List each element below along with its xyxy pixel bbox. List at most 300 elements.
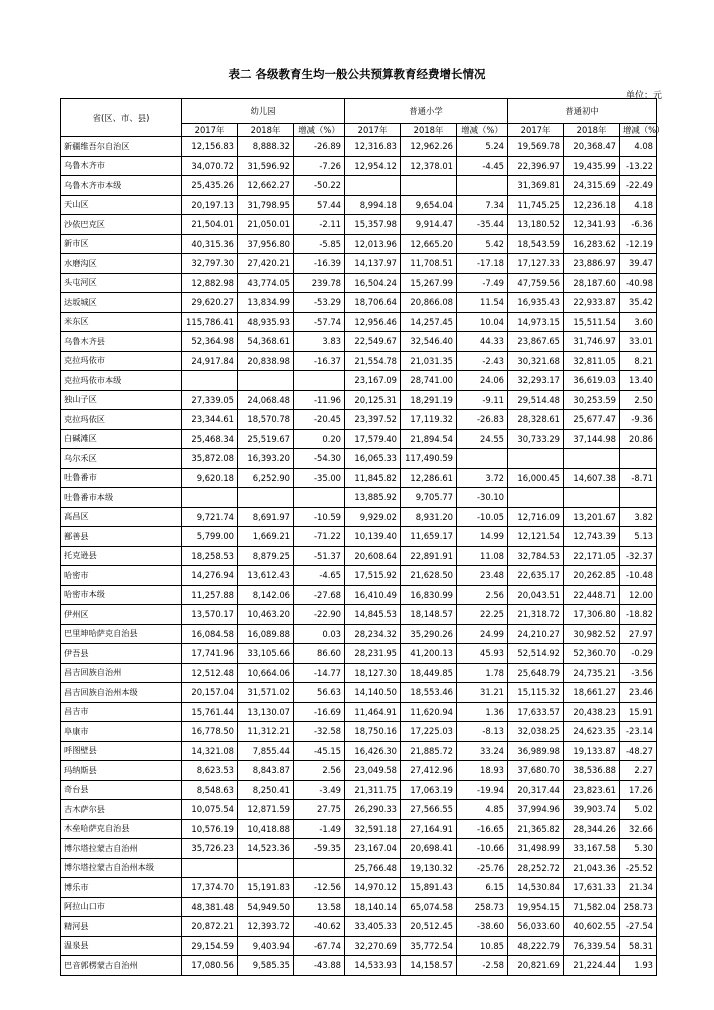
- value-cell: 11,708.51: [401, 254, 457, 274]
- value-cell: 2.50: [620, 390, 657, 410]
- value-cell: 14,137.97: [345, 254, 401, 274]
- region-name-cell: 乌鲁木齐市本级: [61, 176, 182, 196]
- value-cell: -5.85: [294, 234, 345, 254]
- value-cell: 1.78: [457, 663, 508, 683]
- value-cell: 2.27: [620, 761, 657, 781]
- table-row: [61, 488, 657, 508]
- value-cell: 12,743.39: [564, 527, 620, 547]
- value-cell: 20,866.08: [401, 293, 457, 313]
- value-cell: 5,799.00: [182, 527, 238, 547]
- value-cell: 17,374.70: [182, 878, 238, 898]
- value-cell: 12,236.18: [564, 195, 620, 215]
- subheader-change: 增减（%）: [620, 124, 657, 137]
- value-cell: 35,872.08: [182, 449, 238, 469]
- value-cell: 29,620.27: [182, 293, 238, 313]
- value-cell: 22,933.87: [564, 293, 620, 313]
- value-cell: [620, 449, 657, 469]
- value-cell: [238, 371, 294, 391]
- value-cell: 30,321.68: [508, 351, 564, 371]
- value-cell: -40.98: [620, 273, 657, 293]
- value-cell: 5.30: [620, 839, 657, 859]
- value-cell: 12,665.20: [401, 234, 457, 254]
- value-cell: 17,080.56: [182, 956, 238, 976]
- value-cell: 17,515.92: [345, 566, 401, 586]
- table-row: [61, 410, 657, 430]
- value-cell: 14,140.50: [345, 683, 401, 703]
- value-cell: 12,121.54: [508, 527, 564, 547]
- value-cell: -6.36: [620, 215, 657, 235]
- value-cell: [564, 449, 620, 469]
- value-cell: 17,741.96: [182, 644, 238, 664]
- value-cell: -7.49: [457, 273, 508, 293]
- value-cell: 10,139.40: [345, 527, 401, 547]
- value-cell: -71.22: [294, 527, 345, 547]
- region-name-cell: 木垒哈萨克自治县: [61, 819, 182, 839]
- value-cell: 48,381.48: [182, 897, 238, 917]
- value-cell: [401, 176, 457, 196]
- value-cell: 19,954.15: [508, 897, 564, 917]
- value-cell: 31,571.02: [238, 683, 294, 703]
- value-cell: -9.11: [457, 390, 508, 410]
- value-cell: -2.58: [457, 956, 508, 976]
- region-name-cell: 独山子区: [61, 390, 182, 410]
- value-cell: 12,882.98: [182, 273, 238, 293]
- value-cell: -3.49: [294, 780, 345, 800]
- value-cell: 7.34: [457, 195, 508, 215]
- value-cell: 16,065.33: [345, 449, 401, 469]
- value-cell: 52,364.98: [182, 332, 238, 352]
- value-cell: 16,935.43: [508, 293, 564, 313]
- value-cell: -18.82: [620, 605, 657, 625]
- table-row: [61, 273, 657, 293]
- value-cell: -27.54: [620, 917, 657, 937]
- table-row: [61, 605, 657, 625]
- value-cell: 20,698.41: [401, 839, 457, 859]
- value-cell: 48,935.93: [238, 312, 294, 332]
- value-cell: 13,201.67: [564, 507, 620, 527]
- value-cell: 5.13: [620, 527, 657, 547]
- value-cell: 6.15: [457, 878, 508, 898]
- value-cell: 16,000.45: [508, 468, 564, 488]
- table-row: [61, 897, 657, 917]
- value-cell: 10,664.06: [238, 663, 294, 683]
- value-cell: 52,360.70: [564, 644, 620, 664]
- value-cell: -19.94: [457, 780, 508, 800]
- value-cell: [238, 858, 294, 878]
- value-cell: -26.89: [294, 137, 345, 157]
- value-cell: 15,891.43: [401, 878, 457, 898]
- value-cell: 14,845.53: [345, 605, 401, 625]
- value-cell: 45.93: [457, 644, 508, 664]
- table-row: [61, 839, 657, 859]
- value-cell: 25,435.26: [182, 176, 238, 196]
- value-cell: 20,821.69: [508, 956, 564, 976]
- value-cell: 18,291.19: [401, 390, 457, 410]
- value-cell: 21,318.72: [508, 605, 564, 625]
- value-cell: -7.26: [294, 156, 345, 176]
- region-name-cell: 高昌区: [61, 507, 182, 527]
- value-cell: 56,033.60: [508, 917, 564, 937]
- region-name-cell: 阿拉山口市: [61, 897, 182, 917]
- value-cell: 14,973.15: [508, 312, 564, 332]
- value-cell: 3.82: [620, 507, 657, 527]
- value-cell: 12,341.93: [564, 215, 620, 235]
- value-cell: 21,031.35: [401, 351, 457, 371]
- value-cell: 31.21: [457, 683, 508, 703]
- table-row: [61, 741, 657, 761]
- value-cell: 13.40: [620, 371, 657, 391]
- region-name-cell: 巴里坤哈萨克自治县: [61, 624, 182, 644]
- region-name-cell: 水磨沟区: [61, 254, 182, 274]
- table-row: [61, 468, 657, 488]
- value-cell: 13,834.99: [238, 293, 294, 313]
- value-cell: 23,167.09: [345, 371, 401, 391]
- value-cell: -32.58: [294, 722, 345, 742]
- value-cell: 9,620.18: [182, 468, 238, 488]
- value-cell: -12.56: [294, 878, 345, 898]
- value-cell: 11.08: [457, 546, 508, 566]
- region-name-cell: 伊州区: [61, 605, 182, 625]
- value-cell: 32.66: [620, 819, 657, 839]
- value-cell: 28,328.61: [508, 410, 564, 430]
- value-cell: 19,133.87: [564, 741, 620, 761]
- value-cell: 21,365.82: [508, 819, 564, 839]
- value-cell: 16,778.50: [182, 722, 238, 742]
- value-cell: -25.76: [457, 858, 508, 878]
- value-cell: 31,746.97: [564, 332, 620, 352]
- value-cell: 35,290.26: [401, 624, 457, 644]
- value-cell: 16,393.20: [238, 449, 294, 469]
- table-row: [61, 819, 657, 839]
- value-cell: -25.52: [620, 858, 657, 878]
- region-name-cell: 白碱滩区: [61, 429, 182, 449]
- value-cell: -67.74: [294, 936, 345, 956]
- region-name-cell: 哈密市: [61, 566, 182, 586]
- value-cell: 20,838.98: [238, 351, 294, 371]
- value-cell: 30,733.29: [508, 429, 564, 449]
- value-cell: 14,530.84: [508, 878, 564, 898]
- value-cell: 8,879.25: [238, 546, 294, 566]
- table-row: [61, 527, 657, 547]
- region-column-header: 省(区、市、县): [61, 99, 182, 137]
- value-cell: 21,628.50: [401, 566, 457, 586]
- value-cell: -16.39: [294, 254, 345, 274]
- value-cell: 20,197.13: [182, 195, 238, 215]
- subheader-2018: 2018年: [238, 124, 294, 137]
- value-cell: -2.43: [457, 351, 508, 371]
- value-cell: 10,075.54: [182, 800, 238, 820]
- value-cell: 54,949.50: [238, 897, 294, 917]
- value-cell: 15,267.99: [401, 273, 457, 293]
- value-cell: 16,504.24: [345, 273, 401, 293]
- value-cell: 20,043.51: [508, 585, 564, 605]
- value-cell: 18,570.78: [238, 410, 294, 430]
- value-cell: -8.71: [620, 468, 657, 488]
- value-cell: 15.91: [620, 702, 657, 722]
- value-cell: 8,888.32: [238, 137, 294, 157]
- value-cell: 22,549.67: [345, 332, 401, 352]
- value-cell: 21,894.54: [401, 429, 457, 449]
- value-cell: 37,994.96: [508, 800, 564, 820]
- value-cell: 21,311.75: [345, 780, 401, 800]
- value-cell: 17,631.33: [564, 878, 620, 898]
- value-cell: 18,127.30: [345, 663, 401, 683]
- value-cell: 65,074.58: [401, 897, 457, 917]
- value-cell: 13,180.52: [508, 215, 564, 235]
- value-cell: 25,468.34: [182, 429, 238, 449]
- value-cell: 14,970.12: [345, 878, 401, 898]
- value-cell: 16,410.49: [345, 585, 401, 605]
- value-cell: 18,140.14: [345, 897, 401, 917]
- value-cell: 31,596.92: [238, 156, 294, 176]
- table-row: [61, 683, 657, 703]
- value-cell: 13,130.07: [238, 702, 294, 722]
- value-cell: 14,523.36: [238, 839, 294, 859]
- value-cell: 18,148.57: [401, 605, 457, 625]
- value-cell: 17,306.80: [564, 605, 620, 625]
- region-name-cell: 奇台县: [61, 780, 182, 800]
- value-cell: 23,823.61: [564, 780, 620, 800]
- region-name-cell: 昌吉市: [61, 702, 182, 722]
- value-cell: -43.88: [294, 956, 345, 976]
- value-cell: 8,931.20: [401, 507, 457, 527]
- value-cell: 8,548.63: [182, 780, 238, 800]
- value-cell: 12,662.27: [238, 176, 294, 196]
- value-cell: 28,252.72: [508, 858, 564, 878]
- value-cell: 23,049.58: [345, 761, 401, 781]
- value-cell: 12,156.83: [182, 137, 238, 157]
- value-cell: -50.22: [294, 176, 345, 196]
- subheader-2017: 2017年: [345, 124, 401, 137]
- table-row: [61, 507, 657, 527]
- value-cell: 16,089.88: [238, 624, 294, 644]
- value-cell: 14,321.08: [182, 741, 238, 761]
- value-cell: 18,449.85: [401, 663, 457, 683]
- region-name-cell: 博尔塔拉蒙古自治州: [61, 839, 182, 859]
- value-cell: 48,222.79: [508, 936, 564, 956]
- region-name-cell: 米东区: [61, 312, 182, 332]
- region-name-cell: 哈密市本级: [61, 585, 182, 605]
- value-cell: 71,582.04: [564, 897, 620, 917]
- table-row: [61, 917, 657, 937]
- value-cell: 24.99: [457, 624, 508, 644]
- value-cell: 6,252.90: [238, 468, 294, 488]
- value-cell: 3.72: [457, 468, 508, 488]
- value-cell: 47,759.56: [508, 273, 564, 293]
- value-cell: 27,412.96: [401, 761, 457, 781]
- value-cell: 33,405.33: [345, 917, 401, 937]
- value-cell: -51.37: [294, 546, 345, 566]
- region-name-cell: 达坂城区: [61, 293, 182, 313]
- region-name-cell: 鄯善县: [61, 527, 182, 547]
- value-cell: 8,994.18: [345, 195, 401, 215]
- value-cell: 16,283.62: [564, 234, 620, 254]
- table-row: [61, 761, 657, 781]
- value-cell: 27,164.91: [401, 819, 457, 839]
- value-cell: 24,623.35: [564, 722, 620, 742]
- value-cell: 43,774.05: [238, 273, 294, 293]
- value-cell: 0.03: [294, 624, 345, 644]
- value-cell: 17.26: [620, 780, 657, 800]
- region-name-cell: 克拉玛依市: [61, 351, 182, 371]
- value-cell: 20,317.44: [508, 780, 564, 800]
- value-cell: 23,867.65: [508, 332, 564, 352]
- value-cell: 10.04: [457, 312, 508, 332]
- value-cell: 24,917.84: [182, 351, 238, 371]
- value-cell: 11,745.25: [508, 195, 564, 215]
- value-cell: 32,546.40: [401, 332, 457, 352]
- value-cell: 3.60: [620, 312, 657, 332]
- value-cell: 21,504.01: [182, 215, 238, 235]
- region-name-cell: 精河县: [61, 917, 182, 937]
- value-cell: 52,514.92: [508, 644, 564, 664]
- table-row: [61, 780, 657, 800]
- region-name-cell: 玛纳斯县: [61, 761, 182, 781]
- value-cell: -45.15: [294, 741, 345, 761]
- value-cell: 17,127.33: [508, 254, 564, 274]
- value-cell: 9,403.94: [238, 936, 294, 956]
- value-cell: 12,013.96: [345, 234, 401, 254]
- subheader-2017: 2017年: [508, 124, 564, 137]
- value-cell: 9,929.02: [345, 507, 401, 527]
- value-cell: 32,293.17: [508, 371, 564, 391]
- subheader-2017: 2017年: [182, 124, 238, 137]
- value-cell: 24,315.69: [564, 176, 620, 196]
- value-cell: 12,316.83: [345, 137, 401, 157]
- value-cell: -22.49: [620, 176, 657, 196]
- subheader-change: 增减（%）: [457, 124, 508, 137]
- value-cell: [294, 858, 345, 878]
- value-cell: 12,954.12: [345, 156, 401, 176]
- table-row: [61, 234, 657, 254]
- table-row: [61, 566, 657, 586]
- value-cell: 5.42: [457, 234, 508, 254]
- region-name-cell: 托克逊县: [61, 546, 182, 566]
- value-cell: 27.97: [620, 624, 657, 644]
- table-row: [61, 449, 657, 469]
- value-cell: -20.45: [294, 410, 345, 430]
- value-cell: 32,270.69: [345, 936, 401, 956]
- value-cell: 27,566.55: [401, 800, 457, 820]
- value-cell: 21,554.78: [345, 351, 401, 371]
- value-cell: 35,726.23: [182, 839, 238, 859]
- value-cell: 22,635.17: [508, 566, 564, 586]
- value-cell: 14,257.45: [401, 312, 457, 332]
- value-cell: 8,691.97: [238, 507, 294, 527]
- value-cell: -4.45: [457, 156, 508, 176]
- subheader-change: 增减（%）: [294, 124, 345, 137]
- value-cell: 15,761.44: [182, 702, 238, 722]
- value-cell: 32,038.25: [508, 722, 564, 742]
- value-cell: 18.93: [457, 761, 508, 781]
- value-cell: 40,602.55: [564, 917, 620, 937]
- value-cell: 33.24: [457, 741, 508, 761]
- table-row: [61, 429, 657, 449]
- value-cell: 258.73: [457, 897, 508, 917]
- value-cell: 15,511.54: [564, 312, 620, 332]
- value-cell: -10.66: [457, 839, 508, 859]
- value-cell: [182, 488, 238, 508]
- value-cell: 32,784.53: [508, 546, 564, 566]
- value-cell: 27.75: [294, 800, 345, 820]
- value-cell: 16,084.58: [182, 624, 238, 644]
- value-cell: 11,312.21: [238, 722, 294, 742]
- region-name-cell: 头屯河区: [61, 273, 182, 293]
- value-cell: -4.65: [294, 566, 345, 586]
- value-cell: -3.56: [620, 663, 657, 683]
- value-cell: 11,464.91: [345, 702, 401, 722]
- value-cell: 10.85: [457, 936, 508, 956]
- value-cell: -40.62: [294, 917, 345, 937]
- value-cell: 1.93: [620, 956, 657, 976]
- education-funding-table: [60, 98, 665, 976]
- value-cell: -9.36: [620, 410, 657, 430]
- value-cell: -16.65: [457, 819, 508, 839]
- value-cell: 25,766.48: [345, 858, 401, 878]
- value-cell: 12,871.59: [238, 800, 294, 820]
- value-cell: 12,393.72: [238, 917, 294, 937]
- value-cell: 21.34: [620, 878, 657, 898]
- value-cell: 29,154.59: [182, 936, 238, 956]
- value-cell: -17.18: [457, 254, 508, 274]
- region-name-cell: 阜康市: [61, 722, 182, 742]
- table-row: [61, 936, 657, 956]
- value-cell: 21,050.01: [238, 215, 294, 235]
- value-cell: 35,772.54: [401, 936, 457, 956]
- value-cell: [620, 488, 657, 508]
- value-cell: -23.14: [620, 722, 657, 742]
- value-cell: -22.90: [294, 605, 345, 625]
- table-body: [61, 137, 657, 976]
- value-cell: 56.63: [294, 683, 345, 703]
- value-cell: -57.74: [294, 312, 345, 332]
- value-cell: 2.56: [457, 585, 508, 605]
- value-cell: 8,623.53: [182, 761, 238, 781]
- value-cell: [508, 449, 564, 469]
- value-cell: 25,519.67: [238, 429, 294, 449]
- value-cell: 27,339.05: [182, 390, 238, 410]
- value-cell: 37,144.98: [564, 429, 620, 449]
- value-cell: 39.47: [620, 254, 657, 274]
- value-cell: 41,200.13: [401, 644, 457, 664]
- value-cell: 12,286.61: [401, 468, 457, 488]
- value-cell: 13,612.43: [238, 566, 294, 586]
- value-cell: 1.36: [457, 702, 508, 722]
- value-cell: 8.21: [620, 351, 657, 371]
- value-cell: -8.13: [457, 722, 508, 742]
- value-cell: 19,435.99: [564, 156, 620, 176]
- value-cell: 1,669.21: [238, 527, 294, 547]
- value-cell: -27.68: [294, 585, 345, 605]
- value-cell: 8,250.41: [238, 780, 294, 800]
- value-cell: [182, 371, 238, 391]
- table-row: [61, 195, 657, 215]
- value-cell: 20,512.45: [401, 917, 457, 937]
- value-cell: 24.55: [457, 429, 508, 449]
- value-cell: -2.11: [294, 215, 345, 235]
- value-cell: 9,721.74: [182, 507, 238, 527]
- value-cell: 7,855.44: [238, 741, 294, 761]
- value-cell: -14.77: [294, 663, 345, 683]
- value-cell: 11,620.94: [401, 702, 457, 722]
- value-cell: 18,706.64: [345, 293, 401, 313]
- value-cell: 0.20: [294, 429, 345, 449]
- table-row: [61, 137, 657, 157]
- value-cell: 35.42: [620, 293, 657, 313]
- value-cell: 28,344.26: [564, 819, 620, 839]
- value-cell: 44.33: [457, 332, 508, 352]
- table-row: [61, 371, 657, 391]
